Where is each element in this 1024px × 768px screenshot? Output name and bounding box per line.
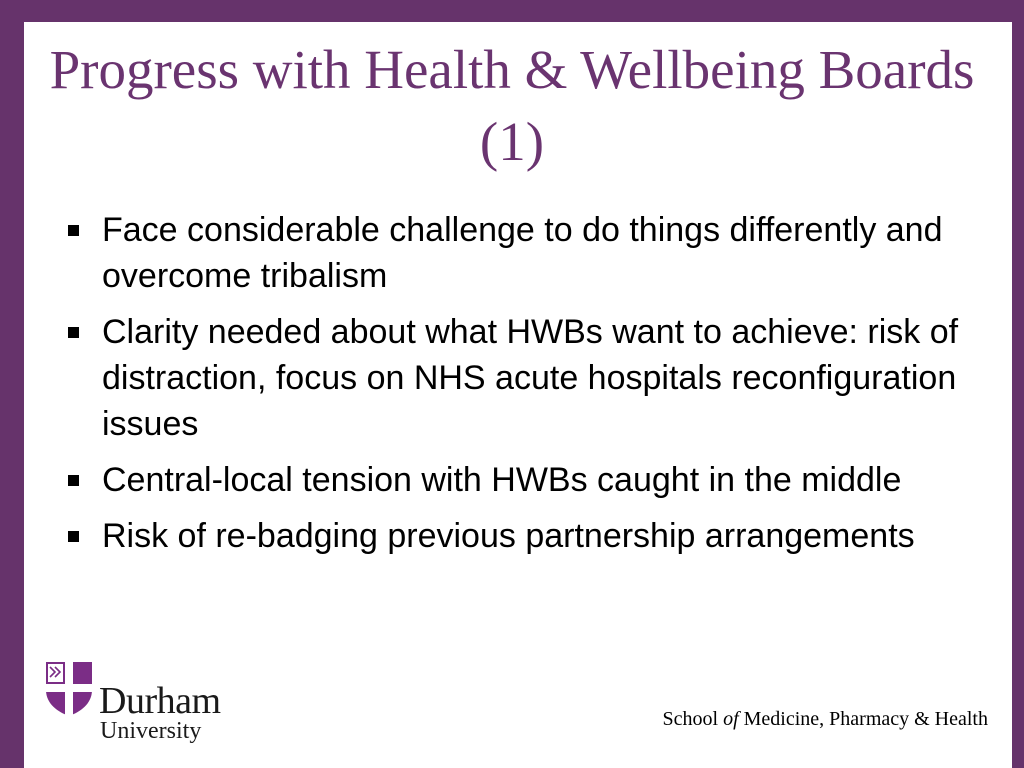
square-bullet-icon (68, 225, 79, 236)
footer-text-italic: of (723, 708, 739, 730)
bullet-item (60, 513, 960, 559)
logo-wordmark: Durham (99, 680, 221, 722)
bullet-text: Risk of re-badging previous partnership arrangements (102, 517, 915, 555)
bullet-item (60, 457, 960, 503)
durham-university-crest-icon (44, 660, 94, 718)
top-border (0, 0, 1024, 22)
bullet-item (60, 207, 960, 299)
square-bullet-icon (68, 475, 79, 486)
bullet-item (60, 309, 960, 447)
footer-text-end: Medicine, Pharmacy & Health (738, 708, 988, 730)
slide-title: Progress with Health & Wellbeing Boards (1) (49, 39, 975, 172)
left-border (0, 0, 24, 768)
bullet-text: Clarity needed about what HWBs want to achieve: risk of distraction, focus on NHS acute hospitals reconfiguration issues (102, 313, 959, 443)
school-footer (663, 706, 989, 732)
logo-subtitle: University (100, 718, 202, 744)
right-border (1012, 0, 1024, 768)
bullet-list (60, 207, 960, 569)
footer-text-start: School (662, 708, 724, 730)
bullet-text: Central-local tension with HWBs caught in the middle (102, 461, 902, 499)
square-bullet-icon (68, 327, 79, 338)
square-bullet-icon (68, 531, 79, 542)
bullet-text: Face considerable challenge to do things differently and overcome tribalism (102, 211, 943, 295)
durham-university-logo (44, 660, 244, 750)
